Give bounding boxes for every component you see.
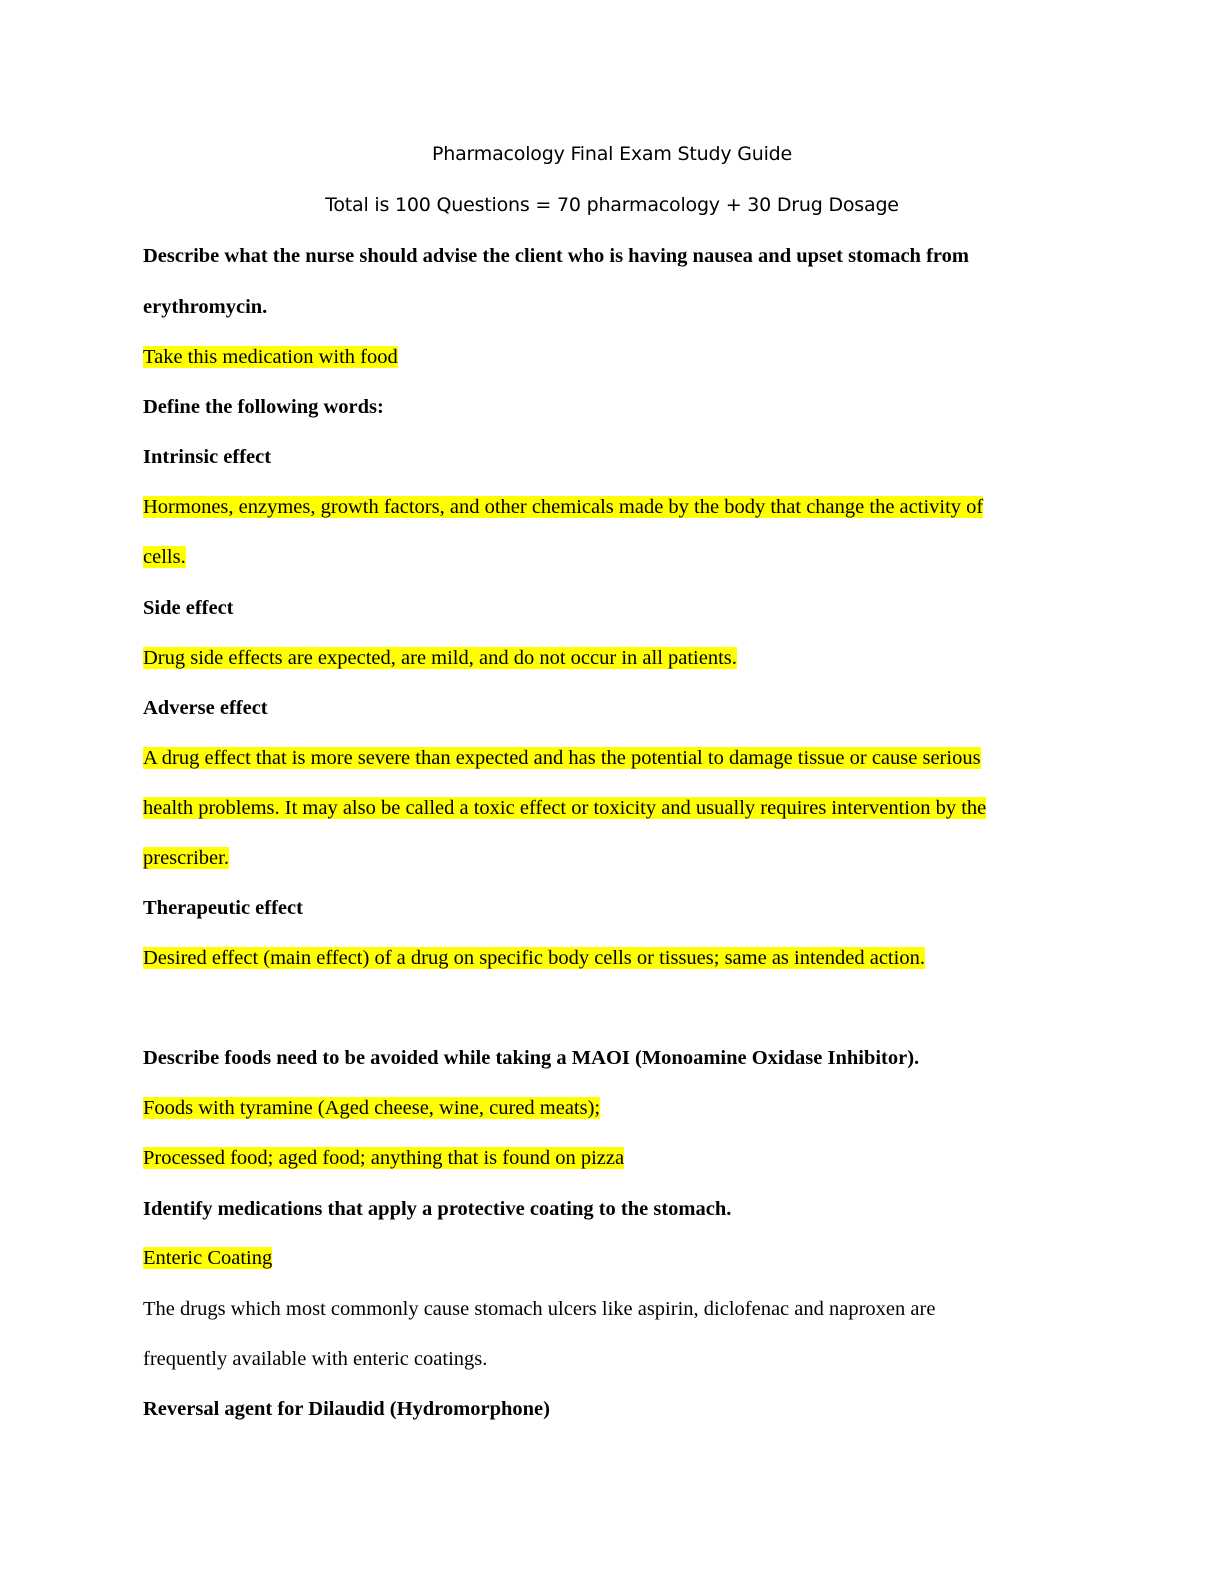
highlighted-text: Take this medication with food [143,346,398,368]
term-adverse-effect: Adverse effect [143,697,268,719]
highlighted-text: cells. [143,546,186,568]
question-erythromycin-line2: erythromycin. [143,296,268,318]
note-coating-line1: The drugs which most commonly cause stomach ulcers like aspirin, diclofenac and naproxen are [143,1298,936,1320]
definition-adverse-line2 [143,795,986,821]
question-maoi: Describe foods need to be avoided while taking a MAOI (Monoamine Oxidase Inhibitor). [143,1047,920,1069]
definition-intrinsic-line2 [143,544,186,570]
question-reversal-agent: Reversal agent for Dilaudid (Hydromorphone) [143,1398,550,1420]
answer-erythromycin [143,344,398,370]
highlighted-text: health problems. It may also be called a toxic effect or toxicity and usually requires intervention by the [143,797,987,819]
answer-maoi-line2 [143,1145,624,1171]
definition-therapeutic-line1 [143,945,925,971]
question-erythromycin-line1: Describe what the nurse should advise the client who is having nausea and upset stomach from [143,245,969,267]
definition-adverse-line3 [143,845,229,871]
page-title: Pharmacology Final Exam Study Guide [431,143,793,165]
highlighted-text: Enteric Coating [143,1247,273,1269]
term-intrinsic-effect: Intrinsic effect [143,446,272,468]
question-coating: Identify medications that apply a protective coating to the stomach. [143,1198,732,1220]
term-side-effect: Side effect [143,597,234,619]
highlighted-text: A drug effect that is more severe than expected and has the potential to damage tissue or cause serious [143,747,981,769]
highlighted-text: Processed food; aged food; anything that is found on pizza [143,1147,625,1169]
note-coating-line2: frequently available with enteric coatings. [143,1348,488,1370]
definition-intrinsic-line1 [143,494,983,520]
highlighted-text: Drug side effects are expected, are mild, and do not occur in all patients. [143,647,737,669]
definition-adverse-line1 [143,745,981,771]
definition-side-line1 [143,645,737,671]
highlighted-text: prescriber. [143,847,229,869]
highlighted-text: Foods with tyramine (Aged cheese, wine, cured meats); [143,1097,601,1119]
highlighted-text: Desired effect (main effect) of a drug on specific body cells or tissues; same as intended action. [143,947,925,969]
answer-coating [143,1245,272,1271]
define-heading: Define the following words: [143,396,384,418]
term-therapeutic-effect: Therapeutic effect [143,897,303,919]
highlighted-text: Hormones, enzymes, growth factors, and other chemicals made by the body that change the activity of [143,496,984,518]
answer-maoi-line1 [143,1095,600,1121]
page-subtitle: Total is 100 Questions = 70 pharmacology + 30 Drug Dosage [325,194,899,216]
